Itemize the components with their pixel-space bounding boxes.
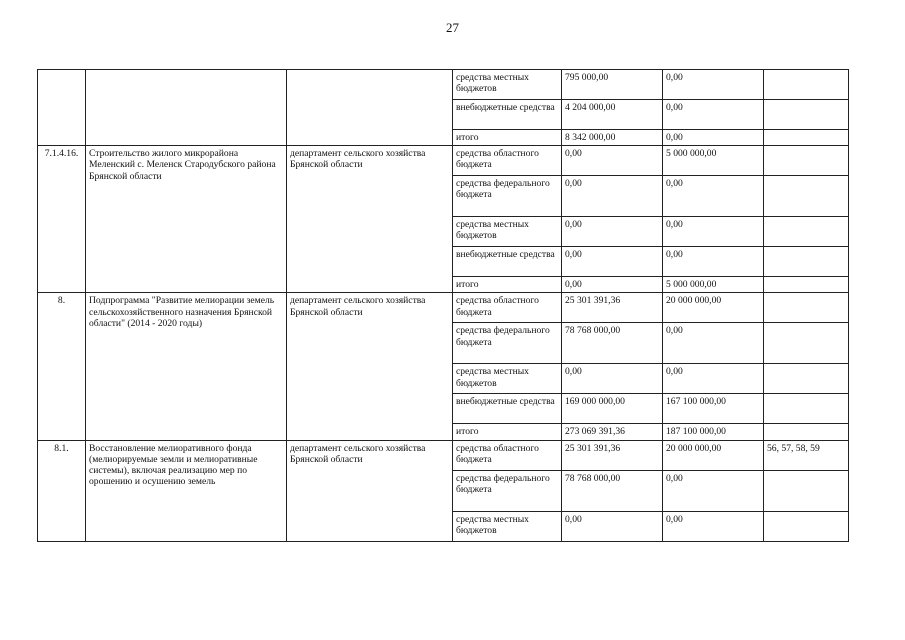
- funding-source: итого: [453, 277, 562, 293]
- indicators-cell: [764, 100, 849, 130]
- indicators-cell: [764, 146, 849, 176]
- funding-source: средства местных бюджетов: [453, 217, 562, 247]
- indicators-cell: [764, 217, 849, 247]
- funding-source: средства федерального бюджета: [453, 323, 562, 364]
- amount-year-2: 187 100 000,00: [663, 424, 764, 440]
- amount-year-1: 0,00: [562, 277, 663, 293]
- indicators-cell: [764, 511, 849, 541]
- funding-source: средства местных бюджетов: [453, 364, 562, 394]
- indicators-cell: [764, 394, 849, 424]
- amount-year-2: 0,00: [663, 176, 764, 217]
- table-row: [38, 440, 849, 470]
- indicators-cell: [764, 176, 849, 217]
- indicators-cell: [764, 364, 849, 394]
- amount-year-1: 273 069 391,36: [562, 424, 663, 440]
- funding-source: средства местных бюджетов: [453, 511, 562, 541]
- amount-year-2: 167 100 000,00: [663, 394, 764, 424]
- funding-source: средства областного бюджета: [453, 440, 562, 470]
- amount-year-1: 0,00: [562, 364, 663, 394]
- amount-year-2: 5 000 000,00: [663, 277, 764, 293]
- funding-source: внебюджетные средства: [453, 100, 562, 130]
- amount-year-2: 20 000 000,00: [663, 293, 764, 323]
- amount-year-1: 78 768 000,00: [562, 323, 663, 364]
- responsible-dept: департамент сельского хозяйства Брянской области: [287, 440, 453, 541]
- amount-year-2: 0,00: [663, 217, 764, 247]
- amount-year-1: 25 301 391,36: [562, 293, 663, 323]
- row-number: 7.1.4.16.: [38, 146, 86, 293]
- responsible-dept: [287, 70, 453, 146]
- amount-year-1: 78 768 000,00: [562, 470, 663, 511]
- amount-year-1: 795 000,00: [562, 70, 663, 100]
- indicators-cell: [764, 70, 849, 100]
- amount-year-1: 4 204 000,00: [562, 100, 663, 130]
- indicators-cell: [764, 277, 849, 293]
- activity-name: [86, 70, 287, 146]
- responsible-dept: департамент сельского хозяйства Брянской области: [287, 146, 453, 293]
- indicators-cell: [764, 130, 849, 146]
- budget-table: [37, 69, 849, 542]
- amount-year-1: 0,00: [562, 146, 663, 176]
- amount-year-2: 0,00: [663, 511, 764, 541]
- amount-year-2: 0,00: [663, 70, 764, 100]
- table-row: [38, 70, 849, 100]
- responsible-dept: департамент сельского хозяйства Брянской области: [287, 293, 453, 440]
- funding-source: внебюджетные средства: [453, 247, 562, 277]
- amount-year-1: 0,00: [562, 176, 663, 217]
- funding-source: итого: [453, 130, 562, 146]
- amount-year-1: 0,00: [562, 217, 663, 247]
- row-number: 8.: [38, 293, 86, 440]
- indicators-cell: [764, 424, 849, 440]
- funding-source: средства областного бюджета: [453, 146, 562, 176]
- funding-source: средства федерального бюджета: [453, 176, 562, 217]
- amount-year-2: 0,00: [663, 130, 764, 146]
- indicators-cell: [764, 470, 849, 511]
- indicators-cell: [764, 247, 849, 277]
- table-row: [38, 146, 849, 176]
- amount-year-2: 0,00: [663, 364, 764, 394]
- activity-name: Восстановление мелиоративного фонда (мелиорируемые земли и мелиоративные системы), включая реализацию мер по орошению и осушению земель: [86, 440, 287, 541]
- amount-year-2: 0,00: [663, 323, 764, 364]
- funding-source: средства федерального бюджета: [453, 470, 562, 511]
- amount-year-2: 0,00: [663, 470, 764, 511]
- activity-name: Подпрограмма "Развитие мелиорации земель сельскохозяйственного назначения Брянской области" (2014 - 2020 годы): [86, 293, 287, 440]
- indicators-cell: [764, 293, 849, 323]
- page-number: 27: [446, 20, 459, 35]
- amount-year-2: 20 000 000,00: [663, 440, 764, 470]
- funding-source: средства областного бюджета: [453, 293, 562, 323]
- amount-year-1: 0,00: [562, 511, 663, 541]
- row-number: [38, 70, 86, 146]
- amount-year-2: 0,00: [663, 247, 764, 277]
- activity-name: Строительство жилого микрорайона Меленский с. Меленск Стародубского района Брянской области: [86, 146, 287, 293]
- funding-source: средства местных бюджетов: [453, 70, 562, 100]
- amount-year-2: 5 000 000,00: [663, 146, 764, 176]
- amount-year-1: 169 000 000,00: [562, 394, 663, 424]
- funding-source: итого: [453, 424, 562, 440]
- row-number: 8.1.: [38, 440, 86, 541]
- amount-year-1: 25 301 391,36: [562, 440, 663, 470]
- indicators-cell: [764, 323, 849, 364]
- indicators-cell: 56, 57, 58, 59: [764, 440, 849, 470]
- amount-year-2: 0,00: [663, 100, 764, 130]
- amount-year-1: 8 342 000,00: [562, 130, 663, 146]
- table-row: [38, 293, 849, 323]
- amount-year-1: 0,00: [562, 247, 663, 277]
- funding-source: внебюджетные средства: [453, 394, 562, 424]
